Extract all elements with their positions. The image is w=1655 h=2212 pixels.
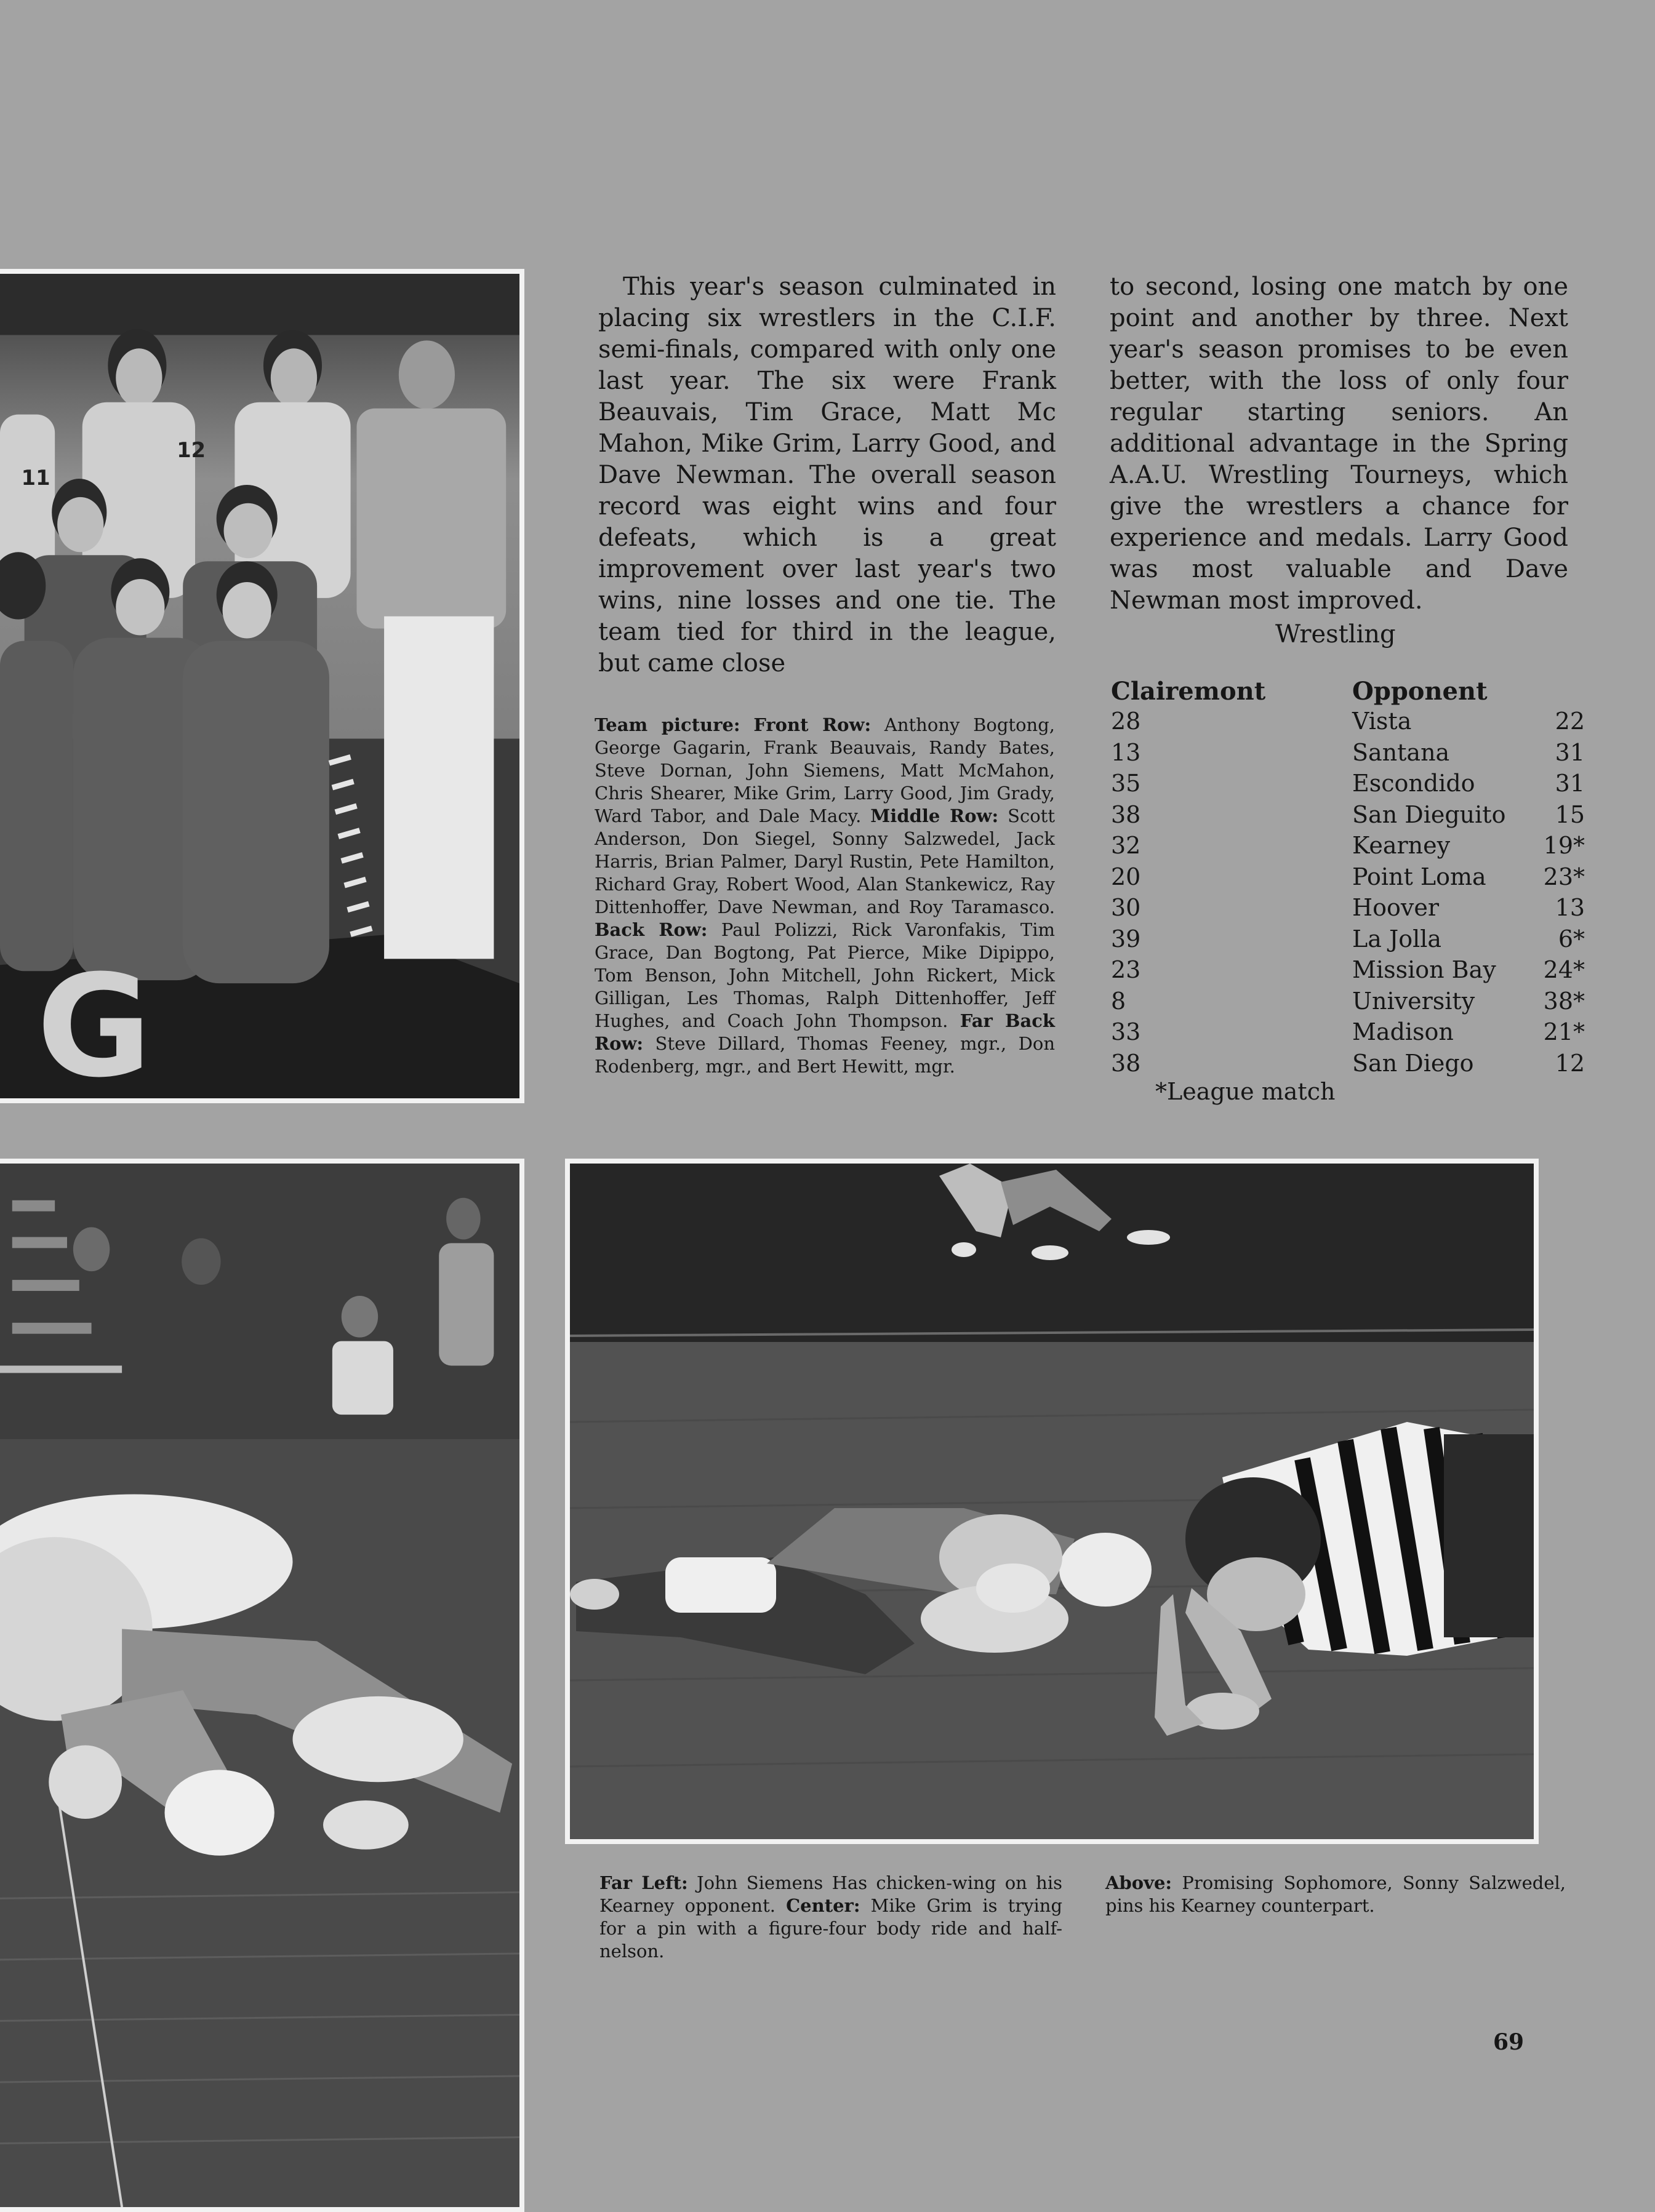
center-label: Center: <box>786 1895 860 1916</box>
front-row-label: Front Row: <box>753 714 872 735</box>
action-caption-right <box>1105 1872 1566 1917</box>
score-row <box>1111 1018 1585 1050</box>
score-row <box>1111 739 1585 770</box>
opponent-name: San Diego <box>1352 1049 1474 1077</box>
opponent-header: Opponent <box>1352 677 1488 706</box>
article-paragraph-1: This year's season culminated in placing six wrestlers in the C.I.F. semi-finals, compared with only one last year. The six were Frank Beauvais, Tim Grace, Matt Mc Mahon, Mike Grim, Larry Good, and Dave Newman. The overall season record was eight wins and four defeats, which is a great improvement over last year's two wins, nine losses and one tie. The team tied for third in the league, but came close <box>598 273 1056 677</box>
our-score: 39 <box>1111 925 1141 952</box>
far-back-row-label: Far Back Row: <box>595 1010 1056 1054</box>
opponent-name: Madison <box>1352 1018 1454 1045</box>
our-score: 13 <box>1111 738 1141 766</box>
our-score: 32 <box>1111 832 1141 859</box>
opponent-name: Escondido <box>1352 770 1475 797</box>
score-row <box>1111 1050 1585 1081</box>
score-row <box>1111 832 1585 863</box>
jersey-number-11: 11 <box>21 465 50 490</box>
school-header: Clairemont <box>1111 677 1266 706</box>
jersey-number-12: 12 <box>177 438 206 463</box>
article-paragraph-2: to second, losing one match by one point and another by three. Next year's season promises to be even better, with the loss of only four regular starting seniors. An additional advantage in the Spring A.A.U. Wrestling Tourneys, which give the wrestlers a chance for experience and medals. Larry Good was most valuable and Dave Newman most improved. <box>1110 273 1568 615</box>
score-row <box>1111 925 1585 957</box>
our-score: 38 <box>1111 801 1141 828</box>
score-row <box>1111 708 1585 739</box>
our-score: 28 <box>1111 708 1141 735</box>
opponent-score: 21* <box>1543 1018 1585 1045</box>
scoreboard-header <box>1111 677 1585 708</box>
opponent-score: 23* <box>1543 863 1585 890</box>
article-column-2 <box>1110 271 1568 617</box>
our-score: 38 <box>1111 1049 1141 1077</box>
our-score: 35 <box>1111 770 1141 797</box>
opponent-name: La Jolla <box>1352 925 1442 952</box>
back-row-names: Paul Polizzi, Rick Varonfakis, Tim Grace, Dan Bogtong, Pat Pierce, Mike Dipippo, Tom Benson, John Mitchell, John Rickert, Mick Gilligan, Les Thomas, Ralph Dittenhoffer, Jeff Hughes, and Coach John Thompson. <box>595 919 1055 1031</box>
score-row <box>1111 956 1585 988</box>
our-score: 23 <box>1111 956 1141 983</box>
pin-photo <box>565 1159 1539 1844</box>
far-back-row-names: Steve Dillard, Thomas Feeney, mgr., Don Rodenberg, mgr., and Bert Hewitt, mgr. <box>595 1033 1056 1077</box>
opponent-score: 31 <box>1555 738 1585 766</box>
our-score: 20 <box>1111 863 1141 890</box>
opponent-score: 13 <box>1555 894 1585 921</box>
opponent-name: Point Loma <box>1352 863 1486 890</box>
article-column-1 <box>598 271 1056 679</box>
opponent-score: 24* <box>1543 956 1585 983</box>
opponent-name: University <box>1352 987 1475 1015</box>
middle-row-label: Middle Row: <box>870 805 999 826</box>
score-row <box>1111 894 1585 925</box>
mat-lettering: G <box>36 944 152 1098</box>
opponent-name: Hoover <box>1352 894 1440 921</box>
opponent-name: Mission Bay <box>1352 956 1496 983</box>
above-label: Above: <box>1105 1872 1172 1893</box>
score-row <box>1111 988 1585 1019</box>
back-row-label: Back Row: <box>595 919 708 940</box>
our-score: 33 <box>1111 1018 1141 1045</box>
page-number: 69 <box>1493 2029 1525 2055</box>
scoreboard-table <box>1111 677 1585 1080</box>
opponent-score: 19* <box>1543 832 1585 859</box>
opponent-score: 22 <box>1555 708 1585 735</box>
score-row <box>1111 770 1585 801</box>
opponent-score: 15 <box>1555 801 1585 828</box>
opponent-name: Kearney <box>1352 832 1451 859</box>
our-score: 30 <box>1111 894 1141 921</box>
team-photo <box>0 269 524 1103</box>
opponent-score: 31 <box>1555 770 1585 797</box>
our-score: 8 <box>1111 987 1126 1015</box>
action-caption-left <box>599 1872 1062 1963</box>
scoreboard-title: Wrestling <box>1275 620 1396 649</box>
caption-lead: Team picture: <box>595 714 740 735</box>
opponent-name: Vista <box>1352 708 1412 735</box>
chicken-wing-photo <box>0 1159 524 2212</box>
front-row-names: Anthony Bogtong, George Gagarin, Frank Beauvais, Randy Bates, Steve Dornan, John Siemens, Matt McMahon, Chris Shearer, Mike Grim, Larry Good, Jim Grady, Ward Tabor, and Dale Macy. <box>595 714 1055 826</box>
middle-row-names: Scott Anderson, Don Siegel, Sonny Salzwedel, Jack Harris, Brian Palmer, Daryl Rustin, Pete Hamilton, Richard Gray, Robert Wood, Alan Stankewicz, Ray Dittenhoffer, Dave Newman, and Roy Taramasco. <box>595 805 1055 917</box>
opponent-score: 38* <box>1543 987 1585 1015</box>
far-left-text: John Siemens Has chicken-wing on his Kearney opponent. <box>599 1872 1062 1916</box>
center-text: Mike Grim is trying for a pin with a figure-four body ride and half-nelson. <box>599 1895 1063 1962</box>
league-match-note: *League match <box>1155 1078 1336 1105</box>
opponent-score: 6* <box>1558 925 1585 952</box>
opponent-name: Santana <box>1352 738 1450 766</box>
above-text: Promising Sophomore, Sonny Salzwedel, pins his Kearney counterpart. <box>1105 1872 1566 1916</box>
far-left-label: Far Left: <box>599 1872 688 1893</box>
team-photo-caption <box>595 714 1055 1078</box>
opponent-score: 12 <box>1555 1049 1585 1077</box>
score-row <box>1111 801 1585 832</box>
opponent-name: San Dieguito <box>1352 801 1506 828</box>
score-row <box>1111 863 1585 895</box>
